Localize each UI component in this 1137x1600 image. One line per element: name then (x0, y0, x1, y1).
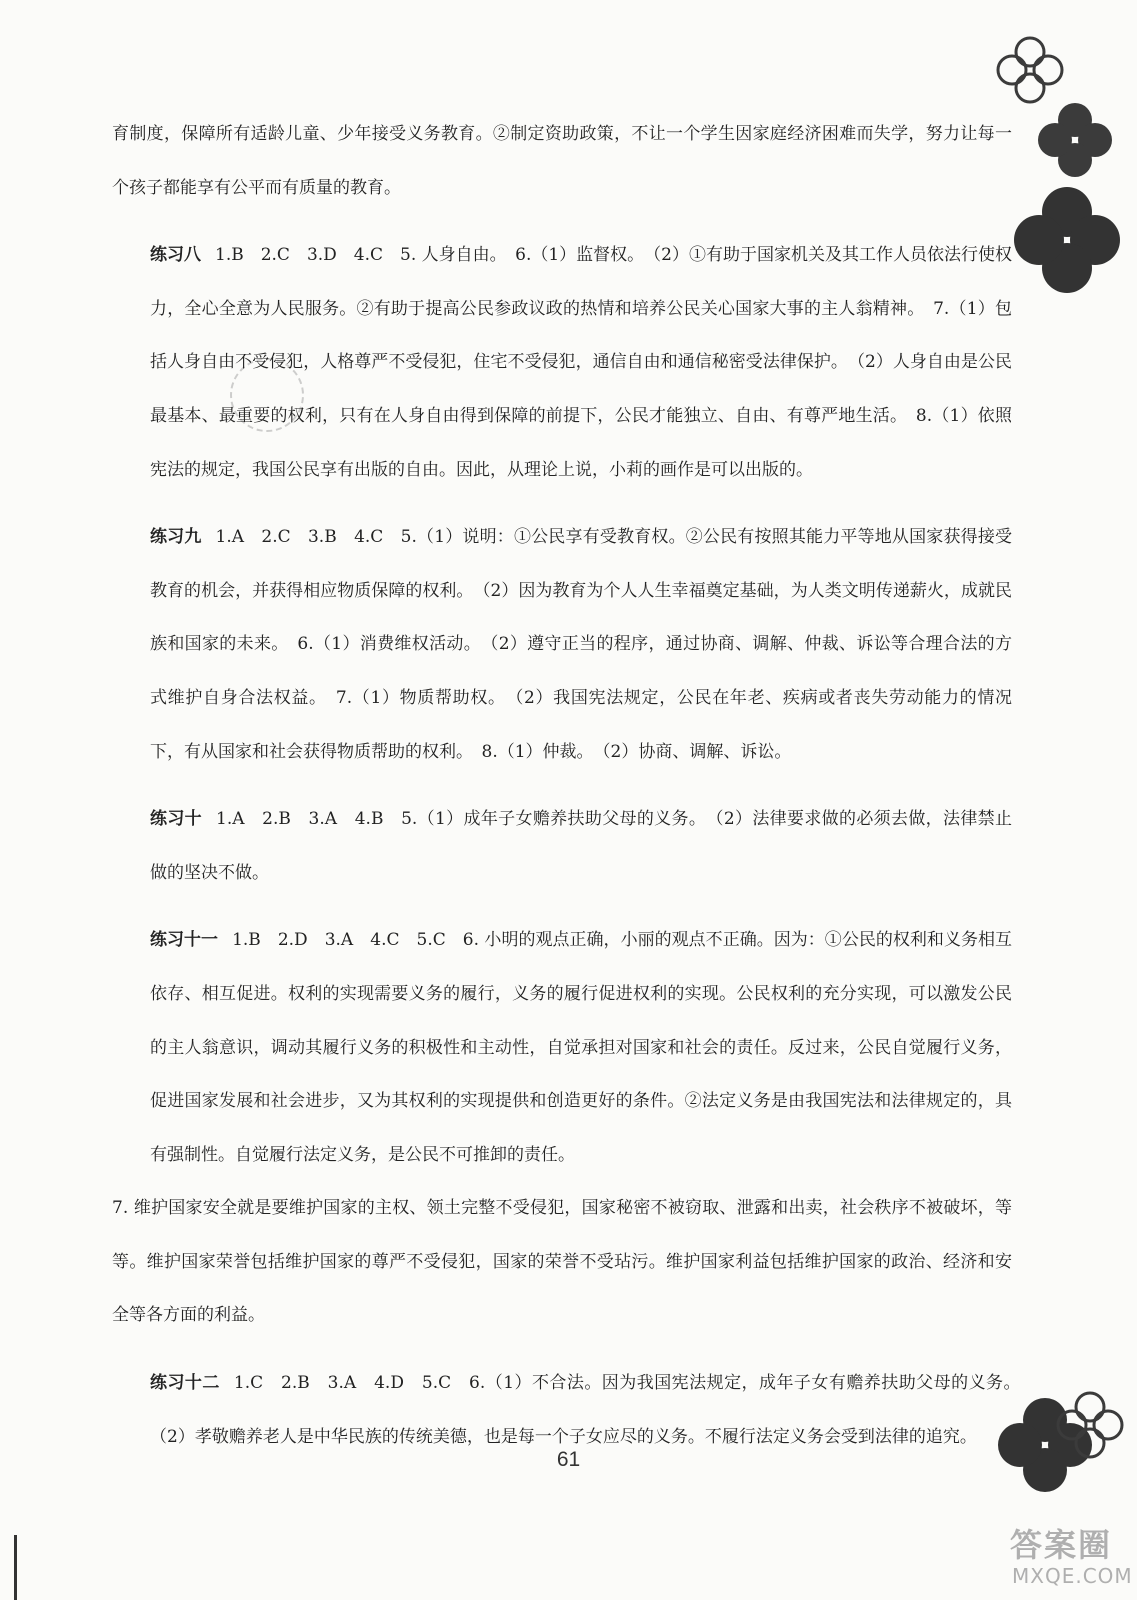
exercise-answers: 1.B 2.D 3.A 4.C 5.C 6. 小明的观点正确，小丽的观点不正确。因为：①公民的权利和义务相互依存、相互促进。权利的实现需要义务的履行，义务的履行促进权利的实现。公民权利的充分实现，可以激发公民的主人翁意识，调动其履行义务的积极性和主动性，自觉承担对国家和社会的责任。反过来，公民自觉履行义务，促进国家发展和社会进步，又为其权利的实现提供和创造更好的条件。②法定义务是由我国宪法和法律规定的，具有强制性。自觉履行法定义务，是公民不可推卸的责任。 (150, 930, 1012, 1165)
page-number: 61 (556, 1448, 581, 1471)
exercise-heading: 练习十一 (150, 930, 219, 951)
exercise-11 (112, 914, 1012, 1182)
exercise-8 (112, 229, 1012, 497)
clover-decoration-icon (1005, 178, 1130, 303)
watermark-logo (1010, 1520, 1135, 1592)
exercise-answers: 1.A 2.B 3.A 4.B 5.（1）成年子女赡养扶助父母的义务。 （2）法律要求做的必须去做，法律禁止做的坚决不做。 (150, 809, 1012, 883)
exercise-answers: 1.B 2.C 3.D 4.C 5. 人身自由。 6.（1）监督权。 （2）①有助于国家机关及其工作人员依法行使权力，全心全意为人民服务。②有助于提高公民参政议政的热情和培养公民关心国家大事的主人翁精神。 7.（1）包括人身自由不受侵犯，人格尊严不受侵犯，住宅不受侵犯，通信自由和通信秘密受法律保护。 （2）人身自由是公民最基本、最重要的权利，只有在人身自由得到保障的前提下，公民才能独立、自由、有尊严地生活。 8.（1）依照宪法的规定，我国公民享有出版的自由。因此，从理论上说，小莉的画作是可以出版的。 (150, 245, 1012, 480)
watermark-url: MXQE.COM (1012, 1564, 1133, 1588)
paragraph-continued (112, 108, 1012, 215)
clover-decoration-icon (1030, 95, 1120, 185)
exercise-answers: 1.A 2.C 3.B 4.C 5.（1）说明：①公民享有受教育权。②公民有按照其能力平等地从国家获得接受教育的机会，并获得相应物质保障的权利。 （2）因为教育为个人人生幸福奠定基础，为人类文明传递薪火，成就民族和国家的未来。 6.（1）消费维权活动。 （2）遵守正当的程序，通过协商、调解、仲裁、诉讼等合理合法的方式维护自身合法权益。 7.（1）物质帮助权。 （2）我国宪法规定，公民在年老、疾病或者丧失劳动能力的情况下，有从国家和社会获得物质帮助的权利。 8.（1）仲裁。 （2）协商、调解、诉讼。 (150, 527, 1012, 762)
answer-text-body (112, 108, 1030, 1464)
exercise-11-question-7 (112, 1182, 1012, 1343)
exercise-answers: 1.C 2.B 3.A 4.D 5.C 6.（1）不合法。因为我国宪法规定，成年子女有赡养扶助父母的义务。 （2）孝敬赡养老人是中华民族的传统美德，也是每一个子女应尽的义务。不履行法定义务会受到法律的追究。 (150, 1373, 1030, 1447)
exercise-10 (112, 793, 1012, 900)
watermark-text: 答案圈 (1010, 1526, 1113, 1564)
exercise-heading: 练习十 (150, 809, 203, 830)
exercise-9 (112, 511, 1012, 779)
exercise-heading: 练习十二 (150, 1373, 220, 1394)
exercise-heading: 练习九 (150, 527, 202, 548)
scan-edge-line (14, 1535, 17, 1600)
paragraph-text: 7. 维护国家安全就是要维护国家的主权、领土完整不受侵犯，国家秘密不被窃取、泄露和出卖，社会秩序不被破坏，等等。维护国家荣誉包括维护国家的尊严不受侵犯，国家的荣誉不受玷污。维护国家利益包括维护国家的政治、经济和安全等各方面的利益。 (112, 1198, 1012, 1326)
paragraph-text: 育制度，保障所有适龄儿童、少年接受义务教育。②制定资助政策，不让一个学生因家庭经济困难而失学，努力让每一个孩子都能享有公平而有质量的教育。 (112, 124, 1012, 198)
exercise-heading: 练习八 (150, 245, 201, 266)
